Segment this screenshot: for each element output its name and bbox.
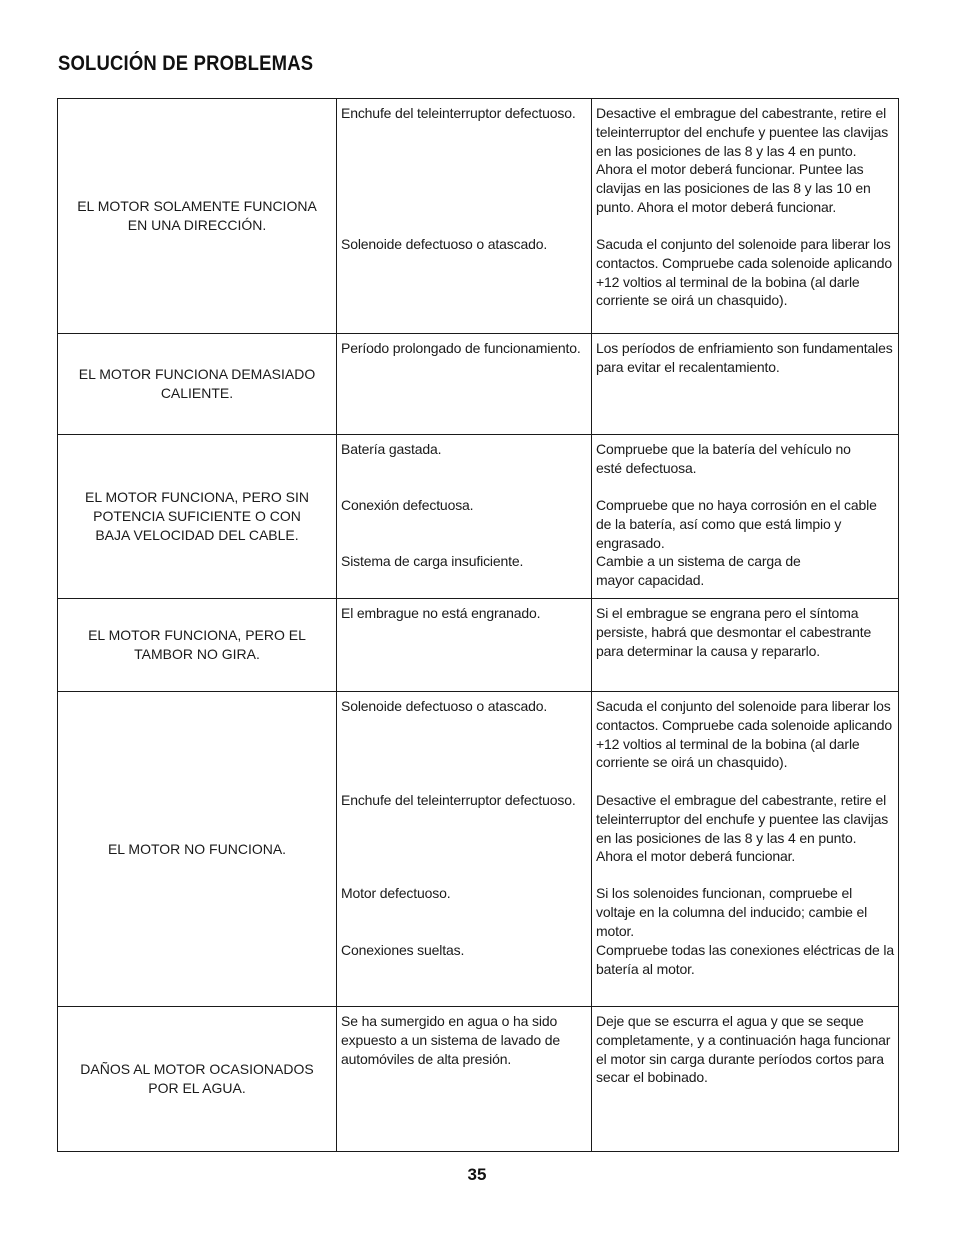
symptom-cell: EL MOTOR NO FUNCIONA.: [58, 692, 337, 1007]
cause-text: Período prolongado de funcionamiento.: [341, 340, 581, 356]
remedy-cell: [592, 435, 899, 599]
table-row: [58, 1007, 899, 1152]
remedy-text: Sacuda el conjunto del solenoide para liberar los contactos. Compruebe cada solenoide aplicando +12 voltios al terminal de la bobina (al darle corriente se oirá un chasquido).: [596, 236, 893, 309]
remedy-cell: [592, 1007, 899, 1152]
cause-text: Sistema de carga insuficiente.: [341, 553, 524, 569]
remedy-text: Desactive el embrague del cabestrante, retire el teleinterruptor del enchufe y puentee las clavijas en las posiciones de las 8 y las 4 en punto. Ahora el motor deberá funcionar. Puntee las clavijas en las posiciones de las 8 y las 10 en punto. Ahora el motor deberá funcionar.: [596, 105, 889, 215]
remedy-cell: [592, 334, 899, 435]
troubleshooting-table: [57, 98, 899, 1152]
remedy-cell: [592, 692, 899, 1007]
symptom-cell: EL MOTOR FUNCIONA, PERO SIN POTENCIA SUFICIENTE O CON BAJA VELOCIDAD DEL CABLE.: [58, 435, 337, 599]
remedy-text: Cambie a un sistema de carga de mayor capacidad.: [596, 553, 801, 588]
cause-text: Enchufe del teleinterruptor defectuoso.: [341, 792, 576, 808]
table-row: [58, 99, 899, 334]
remedy-text: Compruebe que la batería del vehículo no esté defectuosa.: [596, 441, 851, 476]
cause-text: El embrague no está engranado.: [341, 605, 541, 621]
remedy-text: Los períodos de enfriamiento son fundamentales para evitar el recalentamiento.: [596, 340, 893, 375]
table-row: [58, 692, 899, 1007]
table-row: [58, 599, 899, 692]
remedy-text: Si el embrague se engrana pero el síntoma persiste, habrá que desmontar el cabestrante para determinar la causa y repararlo.: [596, 605, 872, 659]
page-title: SOLUCIÓN DE PROBLEMAS: [58, 52, 314, 75]
cause-cell: [337, 435, 592, 599]
cause-cell: [337, 334, 592, 435]
page-number: 35: [467, 1165, 487, 1184]
symptom-cell: EL MOTOR FUNCIONA, PERO EL TAMBOR NO GIRA.: [58, 599, 337, 692]
remedy-text: Si los solenoides funcionan, compruebe el voltaje en la columna del inducido; cambie el motor.: [596, 885, 868, 939]
cause-text: Conexión defectuosa.: [341, 497, 474, 513]
cause-text: Motor defectuoso.: [341, 885, 451, 901]
remedy-cell: [592, 599, 899, 692]
cause-cell: [337, 599, 592, 692]
cause-text: Solenoide defectuoso o atascado.: [341, 698, 548, 714]
remedy-text: Desactive el embrague del cabestrante, retire el teleinterruptor del enchufe y puentee las clavijas en las posiciones de las 8 y las 4 en punto. Ahora el motor deberá funcionar.: [596, 792, 889, 865]
cause-text: Conexiones sueltas.: [341, 942, 465, 958]
symptom-cell: DAÑOS AL MOTOR OCASIONADOS POR EL AGUA.: [58, 1007, 337, 1152]
cause-text: Se ha sumergido en agua o ha sido expuesto a un sistema de lavado de automóviles de alta presión.: [341, 1013, 561, 1067]
cause-cell: [337, 692, 592, 1007]
remedy-text: Compruebe todas las conexiones eléctricas de la batería al motor.: [596, 942, 895, 977]
cause-cell: [337, 1007, 592, 1152]
symptom-cell: EL MOTOR SOLAMENTE FUNCIONA EN UNA DIRECCIÓN.: [58, 99, 337, 334]
remedy-text: Compruebe que no haya corrosión en el cable de la batería, así como que está limpio y engrasado.: [596, 497, 877, 551]
cause-text: Batería gastada.: [341, 441, 442, 457]
table-row: [58, 334, 899, 435]
remedy-cell: [592, 99, 899, 334]
remedy-text: Sacuda el conjunto del solenoide para liberar los contactos. Compruebe cada solenoide aplicando +12 voltios al terminal de la bobina (al darle corriente se oirá un chasquido).: [596, 698, 893, 771]
table-row: [58, 435, 899, 599]
symptom-cell: EL MOTOR FUNCIONA DEMASIADO CALIENTE.: [58, 334, 337, 435]
cause-cell: [337, 99, 592, 334]
remedy-text: Deje que se escurra el agua y que se seque completamente, y a continuación haga funcionar el motor sin carga durante períodos cortos para secar el bobinado.: [596, 1013, 891, 1086]
cause-text: Solenoide defectuoso o atascado.: [341, 236, 548, 252]
cause-text: Enchufe del teleinterruptor defectuoso.: [341, 105, 576, 121]
